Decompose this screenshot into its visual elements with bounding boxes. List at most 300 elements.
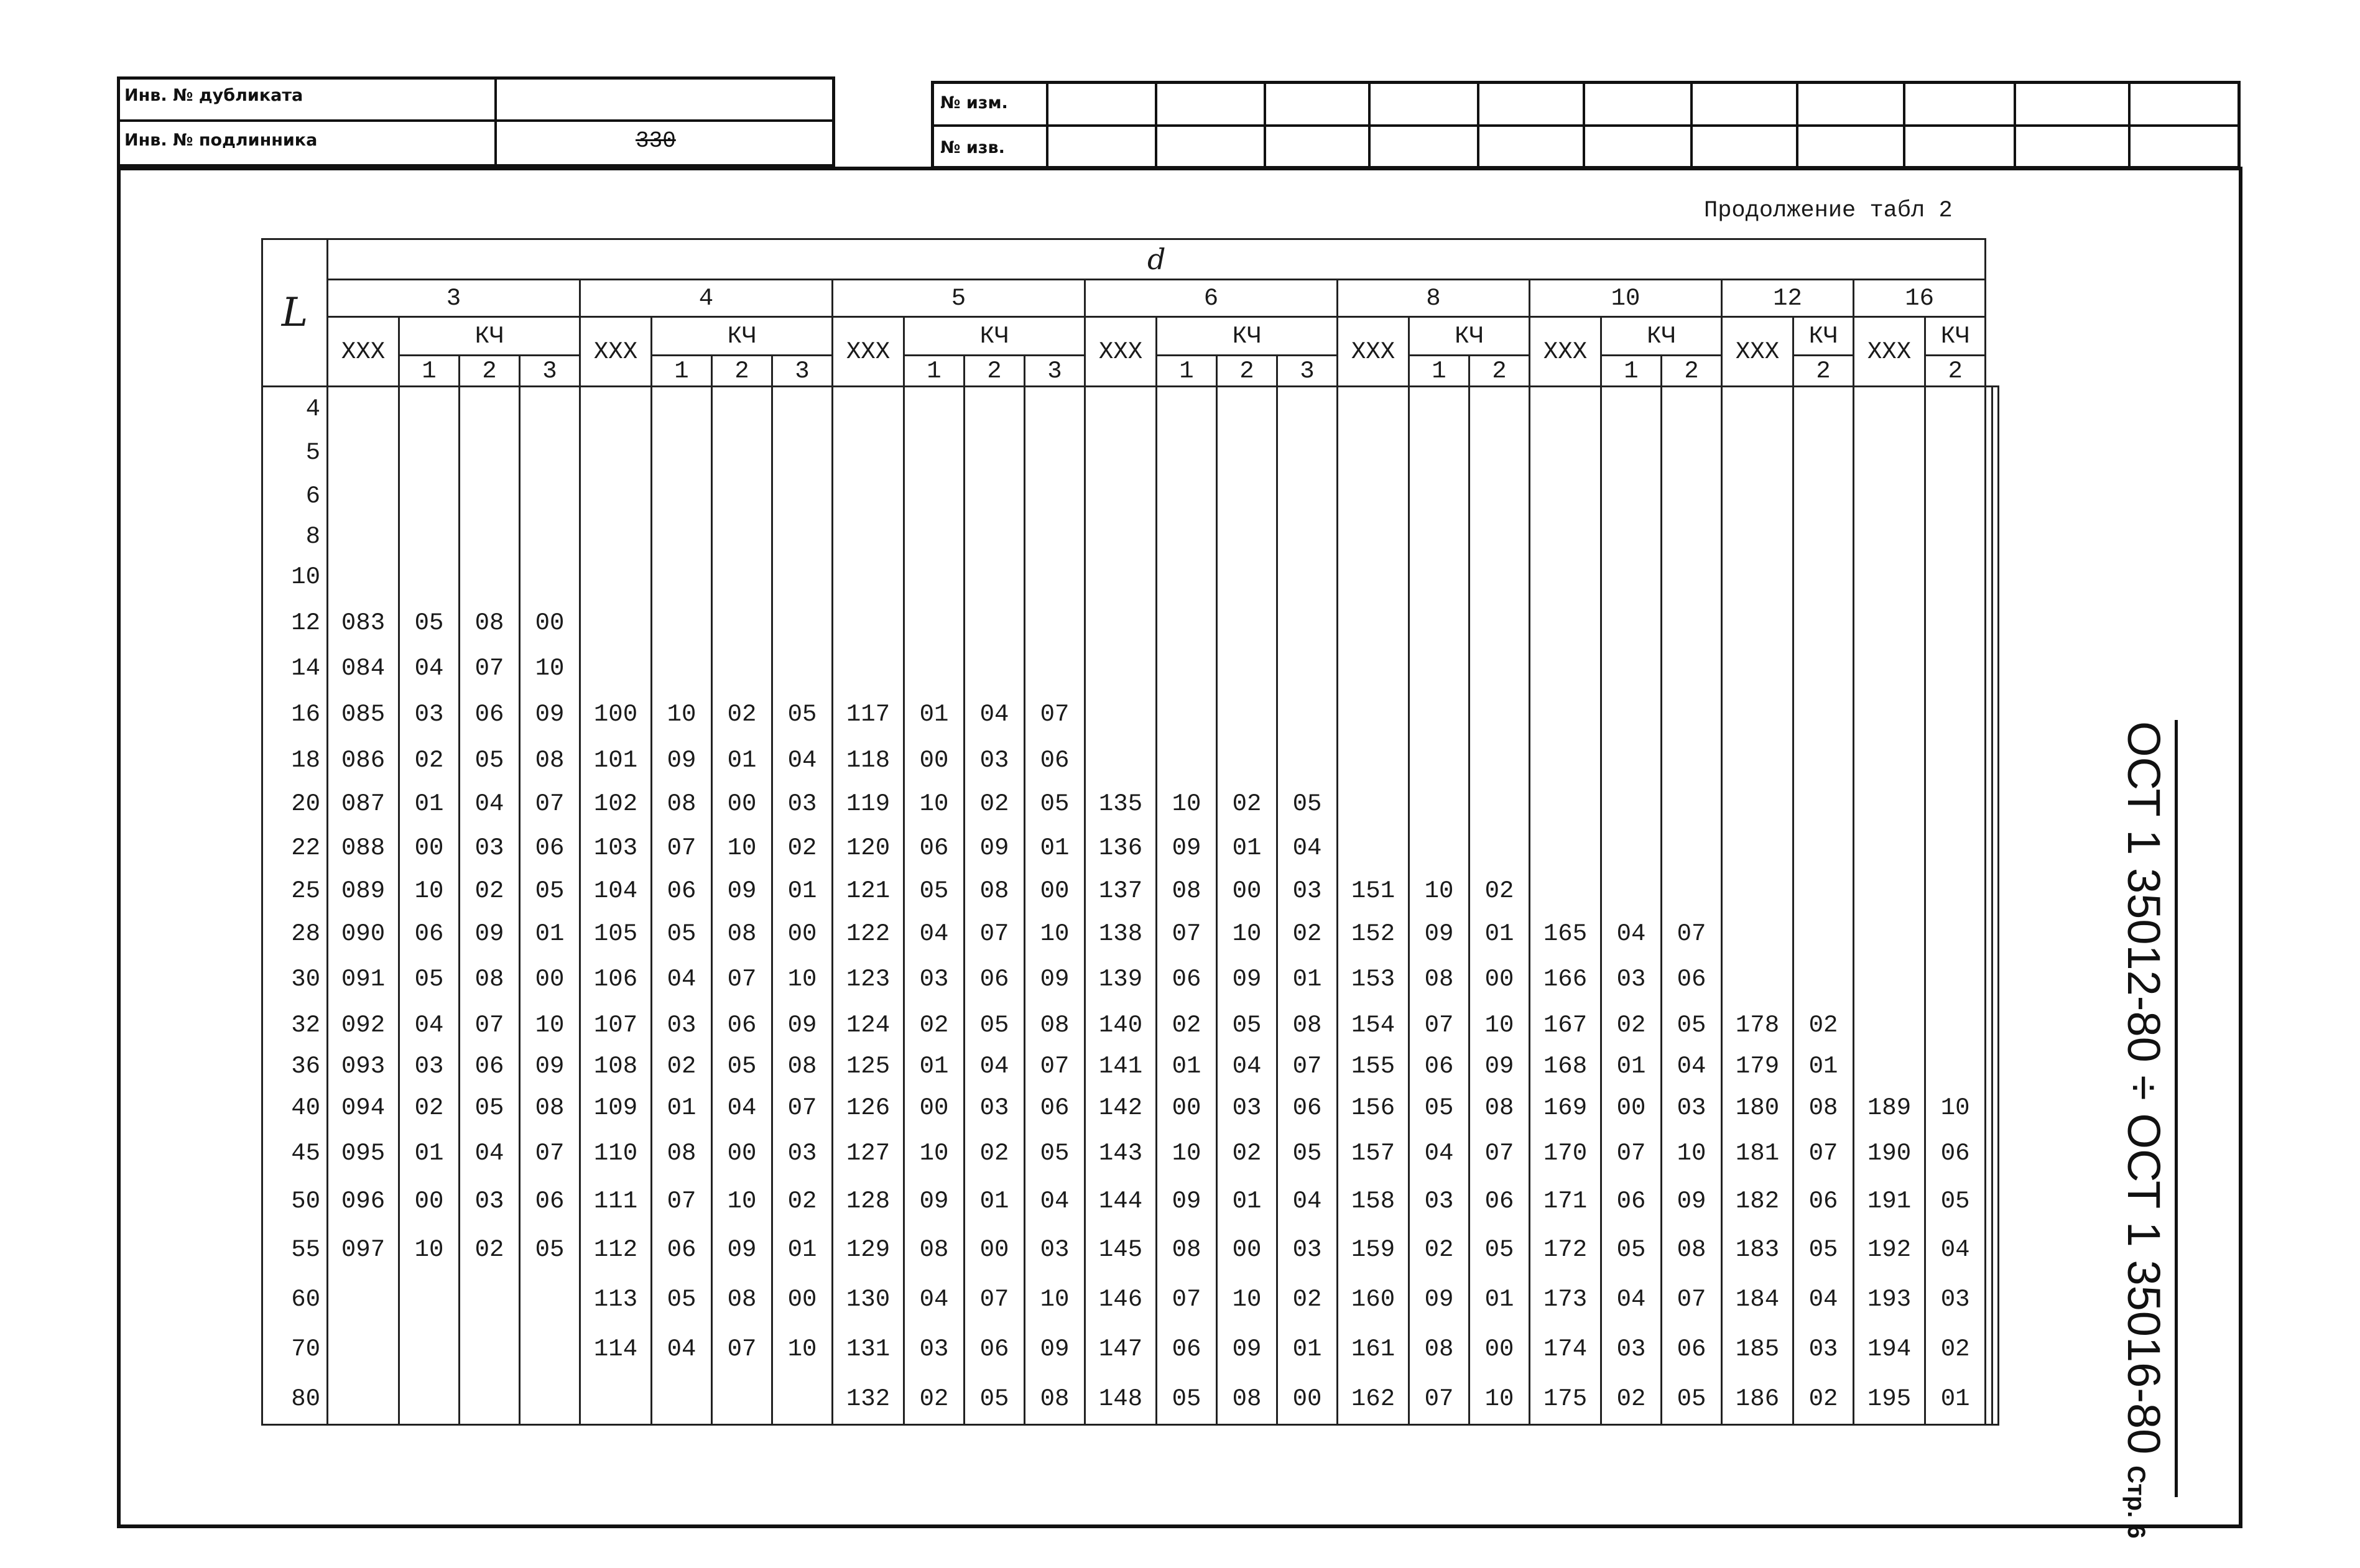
table-cell xyxy=(1217,474,1277,519)
standard-designation xyxy=(2117,721,2170,1539)
table-cell xyxy=(1409,555,1469,599)
table-cell xyxy=(460,474,520,519)
stamp-revisions-col-1 xyxy=(1155,81,1157,169)
table-cell xyxy=(833,387,904,431)
table-cell: 191 xyxy=(1854,1176,1925,1225)
table-cell: 179 xyxy=(1722,1047,1793,1086)
table-cell: 06 xyxy=(1025,739,1085,782)
table-cell xyxy=(1217,739,1277,782)
header-diameter: 8 xyxy=(1338,280,1530,317)
table-cell: 135 xyxy=(1085,782,1157,826)
table-cell: 00 xyxy=(1277,1374,1338,1425)
table-cell xyxy=(1409,387,1469,431)
header-kch-index: 2 xyxy=(1793,356,1854,387)
table-cell: 10 xyxy=(520,1003,580,1048)
table-cell: 092 xyxy=(328,1003,399,1048)
table-cell xyxy=(1925,387,1986,431)
table-cell: 106 xyxy=(580,955,652,1003)
table-cell xyxy=(399,1274,460,1325)
header-kch-index: 1 xyxy=(399,356,460,387)
table-cell xyxy=(1601,387,1662,431)
table-cell: 06 xyxy=(520,826,580,870)
table-row xyxy=(262,474,1999,519)
row-length: 5 xyxy=(262,430,328,474)
table-cell: 08 xyxy=(965,870,1025,913)
table-cell xyxy=(965,519,1025,555)
table-cell: 094 xyxy=(328,1086,399,1130)
table-cell: 07 xyxy=(460,1003,520,1048)
table-cell: 122 xyxy=(833,913,904,956)
table-cell: 05 xyxy=(1601,1226,1662,1274)
table-cell xyxy=(1662,555,1722,599)
table-cell: 05 xyxy=(520,1226,580,1274)
table-cell xyxy=(1992,387,1998,431)
table-cell xyxy=(1530,826,1601,870)
table-cell xyxy=(904,519,965,555)
table-cell xyxy=(904,430,965,474)
table-cell: 04 xyxy=(652,955,712,1003)
table-cell: 142 xyxy=(1085,1086,1157,1130)
table-cell: 152 xyxy=(1338,913,1409,956)
table-cell xyxy=(1793,955,1854,1003)
table-cell: 07 xyxy=(652,826,712,870)
table-row xyxy=(262,1130,1999,1176)
table-cell: 06 xyxy=(399,913,460,956)
table-cell xyxy=(1986,474,1992,519)
table-cell: 10 xyxy=(1662,1130,1722,1176)
stamp-original-label: Инв. № подлинника xyxy=(124,131,318,150)
table-cell xyxy=(1854,913,1925,956)
table-cell xyxy=(1601,430,1662,474)
table-cell: 08 xyxy=(712,913,772,956)
table-cell xyxy=(328,1374,399,1425)
table-cell xyxy=(1986,913,1992,956)
table-cell xyxy=(833,519,904,555)
side-code-underline xyxy=(2175,720,2178,1497)
table-cell: 01 xyxy=(904,1047,965,1086)
table-cell: 113 xyxy=(580,1274,652,1325)
table-cell xyxy=(1992,1176,1998,1225)
table-cell xyxy=(1338,519,1409,555)
table-cell xyxy=(833,599,904,647)
header-kch: КЧ xyxy=(1793,317,1854,356)
table-cell xyxy=(712,387,772,431)
table-cell xyxy=(1338,782,1409,826)
row-length: 45 xyxy=(262,1130,328,1176)
table-cell xyxy=(1530,387,1601,431)
table-cell: 04 xyxy=(460,782,520,826)
table-cell: 10 xyxy=(1217,1274,1277,1325)
table-cell xyxy=(1854,387,1925,431)
table-cell: 05 xyxy=(652,1274,712,1325)
table-cell xyxy=(1601,647,1662,690)
table-cell xyxy=(1793,913,1854,956)
table-cell: 06 xyxy=(1409,1047,1469,1086)
table-cell: 04 xyxy=(399,1003,460,1048)
table-cell: 02 xyxy=(1793,1374,1854,1425)
table-cell: 02 xyxy=(1217,1130,1277,1176)
table-cell xyxy=(1854,599,1925,647)
table-cell: 09 xyxy=(1662,1176,1722,1225)
table-cell xyxy=(1025,647,1085,690)
table-cell: 10 xyxy=(1925,1086,1986,1130)
table-cell xyxy=(1601,599,1662,647)
table-cell: 05 xyxy=(460,1086,520,1130)
table-cell xyxy=(1530,689,1601,739)
table-cell xyxy=(1986,1047,1992,1086)
table-cell xyxy=(1469,826,1530,870)
table-cell: 04 xyxy=(1925,1226,1986,1274)
table-cell: 087 xyxy=(328,782,399,826)
table-cell xyxy=(1722,519,1793,555)
table-cell xyxy=(1157,689,1217,739)
table-cell xyxy=(1793,555,1854,599)
table-cell: 04 xyxy=(1277,826,1338,870)
table-cell: 05 xyxy=(1409,1086,1469,1130)
table-cell xyxy=(1085,647,1157,690)
table-cell: 07 xyxy=(1601,1130,1662,1176)
table-cell xyxy=(1925,689,1986,739)
table-cell: 172 xyxy=(1530,1226,1601,1274)
table-cell xyxy=(1986,1226,1992,1274)
header-kch-index: 2 xyxy=(1662,356,1722,387)
table-cell: 01 xyxy=(1277,1324,1338,1373)
table-cell xyxy=(1986,1374,1992,1425)
table-cell xyxy=(1722,870,1793,913)
table-cell xyxy=(1854,519,1925,555)
table-cell xyxy=(1469,647,1530,690)
table-cell xyxy=(1992,1274,1998,1325)
table-cell xyxy=(904,555,965,599)
table-cell xyxy=(1217,599,1277,647)
table-cell: 05 xyxy=(1925,1176,1986,1225)
table-cell: 01 xyxy=(772,870,833,913)
table-cell: 162 xyxy=(1338,1374,1409,1425)
table-cell: 07 xyxy=(1793,1130,1854,1176)
table-cell: 160 xyxy=(1338,1274,1409,1325)
table-cell xyxy=(520,1374,580,1425)
table-cell xyxy=(1992,474,1998,519)
table-cell xyxy=(1992,826,1998,870)
table-cell xyxy=(1854,647,1925,690)
table-cell xyxy=(1986,430,1992,474)
table-cell xyxy=(1722,739,1793,782)
table-cell xyxy=(965,430,1025,474)
table-cell: 10 xyxy=(1469,1003,1530,1048)
header-kch: КЧ xyxy=(652,317,833,356)
table-cell xyxy=(1025,474,1085,519)
table-cell xyxy=(1601,689,1662,739)
table-cell: 112 xyxy=(580,1226,652,1274)
table-cell xyxy=(652,1374,712,1425)
table-cell: 03 xyxy=(1793,1324,1854,1373)
table-cell: 01 xyxy=(1601,1047,1662,1086)
table-cell xyxy=(1469,387,1530,431)
table-cell xyxy=(652,430,712,474)
table-cell xyxy=(1277,739,1338,782)
table-cell xyxy=(1409,689,1469,739)
table-cell: 141 xyxy=(1085,1047,1157,1086)
table-cell: 02 xyxy=(712,689,772,739)
header-kch-index: 2 xyxy=(460,356,520,387)
header-kch-index: 1 xyxy=(1157,356,1217,387)
table-cell xyxy=(1277,519,1338,555)
table-cell xyxy=(1925,913,1986,956)
table-cell xyxy=(833,430,904,474)
table-cell: 03 xyxy=(1025,1226,1085,1274)
table-cell: 06 xyxy=(1469,1176,1530,1225)
table-cell: 07 xyxy=(1025,1047,1085,1086)
table-cell xyxy=(1409,782,1469,826)
table-cell xyxy=(772,519,833,555)
table-cell: 00 xyxy=(772,913,833,956)
header-kch-index: 1 xyxy=(1601,356,1662,387)
table-cell: 01 xyxy=(712,739,772,782)
table-cell xyxy=(1157,519,1217,555)
header-xxx: ХХХ xyxy=(1085,317,1157,387)
stamp-revisions-col-2 xyxy=(1264,81,1266,169)
table-cell xyxy=(965,387,1025,431)
table-cell: 01 xyxy=(1469,1274,1530,1325)
table-cell: 166 xyxy=(1530,955,1601,1003)
table-cell xyxy=(1722,555,1793,599)
table-cell xyxy=(1277,555,1338,599)
table-cell: 10 xyxy=(1409,870,1469,913)
table-cell: 09 xyxy=(712,1226,772,1274)
table-cell: 04 xyxy=(1601,913,1662,956)
table-cell xyxy=(1025,430,1085,474)
header-kch: КЧ xyxy=(399,317,580,356)
table-cell xyxy=(328,1324,399,1373)
table-cell: 08 xyxy=(460,599,520,647)
table-cell: 03 xyxy=(1277,1226,1338,1274)
table-cell: 06 xyxy=(965,955,1025,1003)
table-cell xyxy=(1986,519,1992,555)
table-cell xyxy=(580,555,652,599)
table-cell: 101 xyxy=(580,739,652,782)
row-length: 25 xyxy=(262,870,328,913)
table-cell: 02 xyxy=(1217,782,1277,826)
table-cell xyxy=(1925,782,1986,826)
table-cell xyxy=(772,430,833,474)
table-cell xyxy=(1925,1003,1986,1048)
table-cell: 09 xyxy=(1025,955,1085,1003)
table-cell xyxy=(520,1324,580,1373)
table-cell xyxy=(520,387,580,431)
table-cell: 00 xyxy=(520,955,580,1003)
table-cell xyxy=(1662,826,1722,870)
table-cell: 120 xyxy=(833,826,904,870)
table-cell: 07 xyxy=(1157,1274,1217,1325)
table-cell: 09 xyxy=(1469,1047,1530,1086)
table-cell xyxy=(904,474,965,519)
table-cell: 00 xyxy=(712,782,772,826)
table-cell: 05 xyxy=(1469,1226,1530,1274)
table-cell: 08 xyxy=(1025,1374,1085,1425)
table-cell: 05 xyxy=(965,1003,1025,1048)
table-cell: 00 xyxy=(965,1226,1025,1274)
table-cell xyxy=(399,1324,460,1373)
header-kch-index: 2 xyxy=(965,356,1025,387)
table-cell: 123 xyxy=(833,955,904,1003)
table-cell: 02 xyxy=(965,1130,1025,1176)
table-cell: 108 xyxy=(580,1047,652,1086)
table-cell xyxy=(904,599,965,647)
table-cell: 171 xyxy=(1530,1176,1601,1225)
table-cell: 100 xyxy=(580,689,652,739)
table-cell: 151 xyxy=(1338,870,1409,913)
table-cell: 05 xyxy=(965,1374,1025,1425)
table-cell xyxy=(1992,599,1998,647)
table-cell xyxy=(1986,739,1992,782)
table-cell: 02 xyxy=(1277,913,1338,956)
table-cell xyxy=(1986,1003,1992,1048)
table-cell xyxy=(1722,387,1793,431)
header-kch: КЧ xyxy=(1409,317,1530,356)
header-row-diameters xyxy=(262,280,1999,317)
table-cell: 10 xyxy=(1025,1274,1085,1325)
table-cell xyxy=(1854,1003,1925,1048)
table-cell xyxy=(772,647,833,690)
table-cell: 05 xyxy=(1662,1374,1722,1425)
table-cell: 03 xyxy=(904,1324,965,1373)
table-cell: 04 xyxy=(904,913,965,956)
table-cell: 00 xyxy=(1469,1324,1530,1373)
table-cell xyxy=(1854,782,1925,826)
table-cell xyxy=(1986,1130,1992,1176)
table-cell xyxy=(1925,826,1986,870)
table-cell: 110 xyxy=(580,1130,652,1176)
table-cell: 161 xyxy=(1338,1324,1409,1373)
table-cell: 01 xyxy=(1025,826,1085,870)
table-cell xyxy=(1992,1226,1998,1274)
table-cell xyxy=(1025,555,1085,599)
table-cell xyxy=(1854,955,1925,1003)
header-kch-index: 3 xyxy=(772,356,833,387)
table-cell: 095 xyxy=(328,1130,399,1176)
table-cell xyxy=(1217,689,1277,739)
table-cell: 07 xyxy=(1277,1047,1338,1086)
table-cell xyxy=(460,430,520,474)
table-cell: 06 xyxy=(712,1003,772,1048)
table-cell xyxy=(1992,1086,1998,1130)
table-cell xyxy=(1530,519,1601,555)
table-cell xyxy=(1992,1324,1998,1373)
table-cell: 104 xyxy=(580,870,652,913)
table-cell: 07 xyxy=(712,1324,772,1373)
table-cell: 182 xyxy=(1722,1176,1793,1225)
table-cell xyxy=(1662,387,1722,431)
table-row xyxy=(262,1324,1999,1373)
table-cell: 02 xyxy=(1601,1374,1662,1425)
table-row xyxy=(262,555,1999,599)
table-cell xyxy=(1085,599,1157,647)
table-cell xyxy=(833,647,904,690)
header-row-subgroups xyxy=(262,317,1999,356)
row-length: 55 xyxy=(262,1226,328,1274)
table-cell: 02 xyxy=(772,1176,833,1225)
table-cell xyxy=(580,474,652,519)
table-cell: 04 xyxy=(1277,1176,1338,1225)
table-cell xyxy=(1854,430,1925,474)
table-cell: 10 xyxy=(652,689,712,739)
header-kch-index: 2 xyxy=(1925,356,1986,387)
table-cell: 04 xyxy=(1409,1130,1469,1176)
table-cell xyxy=(1085,430,1157,474)
table-cell: 147 xyxy=(1085,1324,1157,1373)
table-cell xyxy=(712,474,772,519)
header-diameter: 3 xyxy=(328,280,580,317)
table-cell xyxy=(1925,1047,1986,1086)
table-cell: 144 xyxy=(1085,1176,1157,1225)
table-cell xyxy=(1793,689,1854,739)
table-cell: 10 xyxy=(904,782,965,826)
table-cell: 01 xyxy=(652,1086,712,1130)
table-cell: 04 xyxy=(1217,1047,1277,1086)
table-cell: 103 xyxy=(580,826,652,870)
table-cell: 00 xyxy=(1469,955,1530,1003)
table-cell: 08 xyxy=(1025,1003,1085,1048)
table-cell: 02 xyxy=(460,870,520,913)
header-xxx: ХХХ xyxy=(1854,317,1925,387)
table-cell xyxy=(1854,555,1925,599)
header-row-d xyxy=(262,239,1999,280)
header-kch-index: 2 xyxy=(712,356,772,387)
table-cell: 00 xyxy=(399,1176,460,1225)
table-cell xyxy=(1025,387,1085,431)
table-cell xyxy=(1277,387,1338,431)
table-cell: 07 xyxy=(460,647,520,690)
table-cell: 00 xyxy=(1157,1086,1217,1130)
table-cell: 04 xyxy=(772,739,833,782)
table-cell xyxy=(1601,519,1662,555)
stamp-inventory-colsep xyxy=(494,76,497,167)
table-cell xyxy=(1986,647,1992,690)
table-cell: 170 xyxy=(1530,1130,1601,1176)
table-cell: 136 xyxy=(1085,826,1157,870)
table-cell xyxy=(1986,826,1992,870)
table-cell xyxy=(1854,689,1925,739)
table-cell: 09 xyxy=(1217,955,1277,1003)
table-cell: 00 xyxy=(399,826,460,870)
table-cell xyxy=(1854,739,1925,782)
header-kch-index: 3 xyxy=(1277,356,1338,387)
table-cell xyxy=(965,599,1025,647)
table-row xyxy=(262,430,1999,474)
table-cell: 127 xyxy=(833,1130,904,1176)
table-cell xyxy=(1854,826,1925,870)
row-length: 28 xyxy=(262,913,328,956)
table-cell xyxy=(1925,555,1986,599)
table-cell xyxy=(1722,474,1793,519)
table-cell xyxy=(520,474,580,519)
table-cell: 08 xyxy=(1157,870,1217,913)
table-cell: 183 xyxy=(1722,1226,1793,1274)
table-cell: 085 xyxy=(328,689,399,739)
table-cell: 06 xyxy=(652,870,712,913)
stamp-revisions-col-7 xyxy=(1796,81,1798,169)
table-cell: 01 xyxy=(399,1130,460,1176)
table-cell xyxy=(1662,474,1722,519)
table-cell xyxy=(712,519,772,555)
table-cell: 08 xyxy=(520,1086,580,1130)
table-cell: 157 xyxy=(1338,1130,1409,1176)
table-cell xyxy=(520,555,580,599)
table-cell: 01 xyxy=(1925,1374,1986,1425)
table-cell xyxy=(1986,599,1992,647)
table-cell xyxy=(1157,739,1217,782)
table-cell xyxy=(833,474,904,519)
